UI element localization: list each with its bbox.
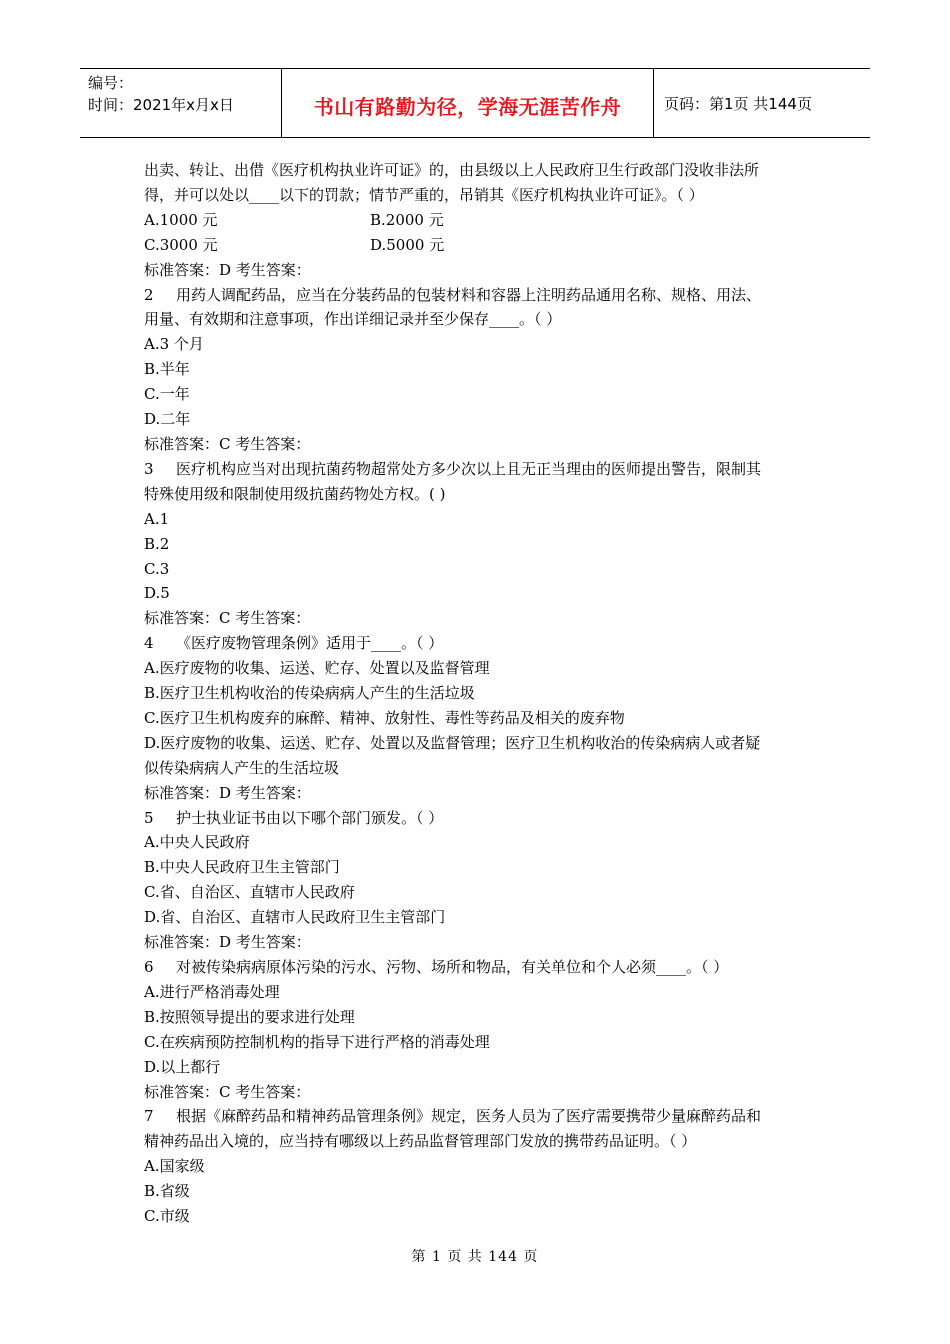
option: B.半年 [144,360,190,379]
number-label: 编号： [88,74,134,92]
question-text [144,283,814,308]
question-number: 7 [144,1107,154,1126]
option: A.国家级 [144,1157,205,1176]
page-footer: 第 1 页 共 144 页 [411,1249,539,1265]
option: A.3 个月 [144,335,204,354]
question-text [144,955,814,980]
question-text-part: 医疗机构应当对出现抗菌药物超常处方多少次以上且无正当理由的医师提出警告，限制其 [176,459,762,478]
question-text-part: 护士执业证书由以下哪个部门颁发。（ ） [176,808,444,827]
question-text [144,806,814,831]
option: C.医疗卫生机构废弃的麻醉、精神、放射性、毒性等药品及相关的废弃物 [144,708,625,727]
question-text-part: 根据《麻醉药品和精神药品管理条例》规定，医务人员为了医疗需要携带少量麻醉药品和 [176,1107,762,1126]
option-row [144,208,814,233]
question-text: 特殊使用级和限制使用级抗菌药物处方权。( ) [144,484,446,503]
answer-line: 标准答案：C 考生答案： [144,1082,311,1101]
document-body [144,158,814,1229]
question-text [144,457,814,482]
option: D.以上都行 [144,1057,221,1076]
option: D.5 [144,584,170,603]
option: B.按照领导提出的要求进行处理 [144,1007,355,1026]
page-info: 页码：第1页 共144页 [664,94,812,113]
option: A.中央人民政府 [144,833,250,852]
question-number: 6 [144,958,154,976]
header-motto-cell [282,69,654,137]
time-label: 时间：2021年x月x日 [88,96,234,114]
question-text-part: 对被传染病病原体污染的污水、污物、场所和物品，有关单位和个人必须____。（ ） [176,958,729,976]
motto: 书山有路勤为径，学海无涯苦作舟 [313,94,622,119]
question-text-part: 用药人调配药品，应当在分装药品的包装材料和容器上注明药品通用名称、规格、用法、 [176,285,762,304]
option: B.2000 元 [370,210,444,229]
question-text: 出卖、转让、出借《医疗机构执业许可证》的，由县级以上人民政府卫生行政部门没收非法所 [144,161,760,179]
answer-line: 标准答案：D 考生答案： [144,783,311,802]
header-meta [80,69,282,137]
question-text: 精神药品出入境的，应当持有哪级以上药品监督管理部门发放的携带药品证明。（ ） [144,1132,697,1151]
option: C.市级 [144,1207,190,1226]
option-row [144,233,814,258]
question-text [144,1104,814,1129]
option: B.2 [144,534,170,553]
option-continuation: 似传染病病人产生的生活垃圾 [144,758,340,777]
option: C.在疾病预防控制机构的指导下进行严格的消毒处理 [144,1032,490,1051]
question-number: 4 [144,634,154,653]
question-number: 5 [144,808,154,827]
page-header [80,68,870,138]
option: A.1000 元 [144,210,218,229]
option: D.5000 元 [370,235,445,254]
question-text-part: 《医疗废物管理条例》适用于____。（ ） [176,634,444,653]
question-text: 用量、有效期和注意事项，作出详细记录并至少保存____。（ ） [144,310,562,329]
option: D.医疗废物的收集、运送、贮存、处置以及监督管理；医疗卫生机构收治的传染病病人或者疑 [144,733,761,752]
answer-line: 标准答案：C 考生答案： [144,434,311,453]
option: B.医疗卫生机构收治的传染病病人产生的生活垃圾 [144,684,475,703]
option: B.中央人民政府卫生主管部门 [144,858,340,877]
option: A.1 [144,509,170,528]
answer-line: 标准答案：C 考生答案： [144,609,311,628]
option: C.3 [144,559,170,578]
option: C.省、自治区、直辖市人民政府 [144,883,355,902]
question-text: 得，并可以处以____以下的罚款；情节严重的，吊销其《医疗机构执业许可证》。（ ） [144,185,704,204]
question-number: 3 [144,459,154,478]
question-text [144,631,814,656]
option: B.省级 [144,1182,190,1201]
option: A.进行严格消毒处理 [144,982,280,1001]
question-number: 2 [144,285,154,304]
answer-line: 标准答案：D 考生答案： [144,260,311,279]
header-page-info [654,69,870,137]
option: D.省、自治区、直辖市人民政府卫生主管部门 [144,908,446,927]
answer-line: 标准答案：D 考生答案： [144,933,311,952]
option: D.二年 [144,410,191,429]
option: C.一年 [144,385,190,404]
option: C.3000 元 [144,235,218,254]
option: A.医疗废物的收集、运送、贮存、处置以及监督管理 [144,659,490,678]
